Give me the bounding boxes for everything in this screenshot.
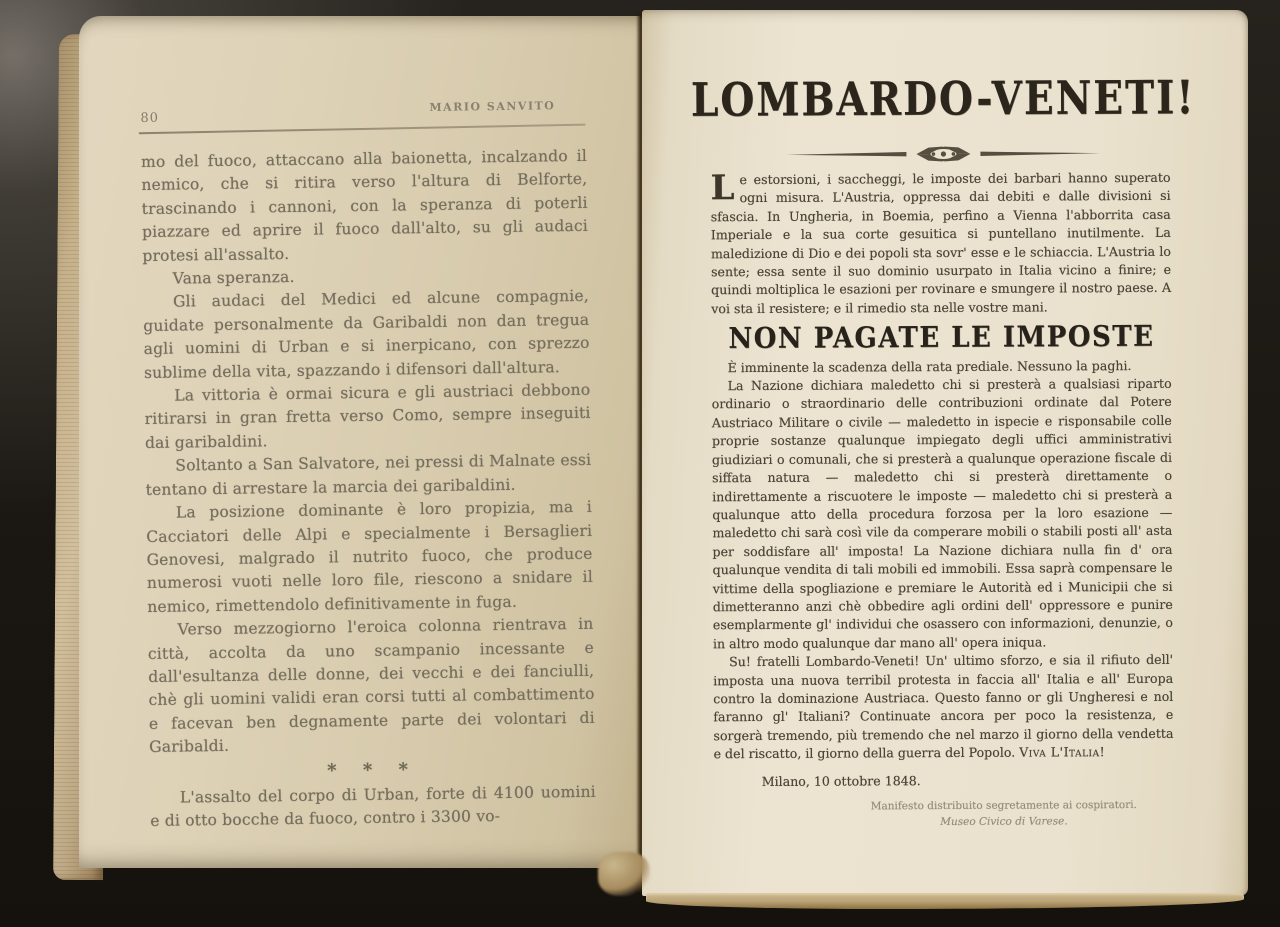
header-rule <box>139 124 586 135</box>
intro-text: e estorsioni, i saccheggi, le imposte dei barbari hanno superato ogni misura. L'Austria, oppressa dai debiti e dalle divisioni si sfascia. In Ungheria, in Boemia, perfino a Vienna l'abborrita casa Imperiale e la sua corte gesuitica si puntellano inutilmente. La maledizione di Dio e dei popoli sta sovr' esse e le schiaccia. L'Austria lo sente; essa sente il suo dominio usurpato in Italia vicino a finire; e quindi moltiplica le esazioni per rovinare e smungere il nostro paese. A voi sta il resistere; e il rimedio sta nelle vostre mani. <box>710 169 1172 317</box>
manifesto-section-heading: NON PAGATE LE IMPOSTE <box>728 320 1155 356</box>
page-number: 80 <box>140 110 160 127</box>
running-head: MARIO SANVITO <box>429 99 556 115</box>
left-page-body-text <box>141 145 596 834</box>
manifesto-paragraph <box>713 651 1174 764</box>
section-separator-asterisks: * * * <box>327 758 419 782</box>
right-book-page <box>642 10 1248 896</box>
photo-caption <box>822 797 1186 831</box>
left-book-page <box>79 16 642 868</box>
caption-line: Manifesto distribuito segretamente ai cospiratori. <box>870 798 1137 813</box>
manifesto-dateline: Milano, 10 ottobre 1848. <box>761 772 921 789</box>
left-page-content <box>79 16 642 868</box>
body-paragraph: Verso mezzogiorno l'eroica colonna rientrava in città, accolta da uno scampanio incessante e dall'esultanza delle donne, dei vecchi e dei fanciulli, chè gli uomini validi eran corsi tutti al combattimento e facevan ben degnamente parte dei volontari di Garibaldi. <box>147 614 595 757</box>
manifesto-intro-paragraph <box>711 169 1172 319</box>
manifesto-reproduction <box>642 10 1248 896</box>
caption-source-line: Museo Civico di Varese. <box>940 815 1068 829</box>
viva-italia-text: Viva L'Italia! <box>1019 744 1106 760</box>
closing-appeal-text: Su! fratelli Lombardo-Veneti! Un' ultimo sforzo, e sia il rifiuto dell' imposta una nuova terribil protesta in faccia all' Italia e all' Europa contro la dominazione Austriaca. Questo fanno or gli Ungheresi e nol faranno gl' Italiani? Continuate ancora per poco la resistenza, e sorgerà tremendo, più tremendo che nel marzo il giorno della vendetta e del riscatto, il giorno della guerra del Popolo. <box>713 651 1174 762</box>
page-bottom-edge-curl <box>598 852 650 896</box>
body-paragraph: Gli audaci del Medici ed alcune compagnie, guidate personalmente da Garibaldi non dan tregua agli uomini di Urban e si inerpicano, con sprezzo sublime della vita, spazzando i difensori dall'altura. <box>143 287 590 382</box>
body-paragraph: La posizione dominante è loro propizia, ma i Cacciatori delle Alpi e specialmente i Bersaglieri Genovesi, malgrado il nutrito fuoco, che produce numerosi vuoti nelle loro file, riescono a snidare il nemico, rimettendolo definitivamente in fuga. <box>146 497 594 616</box>
manifesto-paragraph: È imminente la scadenza della rata prediale. Nessuno la paghi. <box>727 357 1132 375</box>
body-paragraph: mo del fuoco, attaccano alla baionetta, incalzando il nemico, che si ritira verso l'altura di Belforte, trascinando i cannoni, con la speranza di poterli piazzare ed aprire il fuoco dall'alto, su gli audaci protesi all'assalto. <box>140 146 589 265</box>
ornament-divider-icon <box>642 142 1247 169</box>
drop-cap-initial: L <box>710 168 735 209</box>
manifesto-title: LOMBARDO-VENETI! <box>690 70 1196 128</box>
manifesto-paragraph: La Nazione dichiara maledetto chi si presterà a qualsiasi riparto ordinario o straordinario delle contribuzioni ordinate dal Potere Austriaco Militare o civile — maledetto in ispecie e risponsabile colle proprie sostanze qualunque impiegato degli uffici amministrativi giudiziari o comunali, che si presterà a qualunque operazione fiscale di siffata natura — maledetto chi si presterà direttamente o indirettamente a riscuotere le imposte — maledetto chi si presterà a qualunque atto della procedura forzosa per la loro esazione — maledetto chi sarà così vile da comperare mobili o stabili posti all' asta per soddisfare all' imposta! La Nazione dichiara nulla fin d' ora qualunque vendita di tali mobili ed immobili. Essa saprà compensare le vittime della spogliazione e premiare le Autorità ed i Municipii che si dimetteranno anzi chè obbedire agli ordini dell' oppressore e punire esemplarmente gl' individui che osassero con informazioni, denunzie, o in altro modo qualunque dar mano all' opera iniqua. <box>711 375 1173 651</box>
page-bottom-edges <box>646 893 1244 909</box>
body-paragraph: Vana speranza. <box>172 267 295 288</box>
body-paragraph: Soltanto a San Salvatore, nei pressi di Malnate essi tentano di arrestare la marcia dei garibaldini. <box>145 451 592 499</box>
body-paragraph: L'assalto del corpo di Urban, forte di 4100 uomini e di otto bocche da fuoco, contro i 3300 vo- <box>150 782 597 831</box>
manifesto-body-text <box>711 169 1174 791</box>
body-paragraph: La vittoria è ormai sicura e gli austriaci debbono ritirarsi in gran fretta verso Como, sempre inseguiti dai garibaldini. <box>144 380 591 452</box>
